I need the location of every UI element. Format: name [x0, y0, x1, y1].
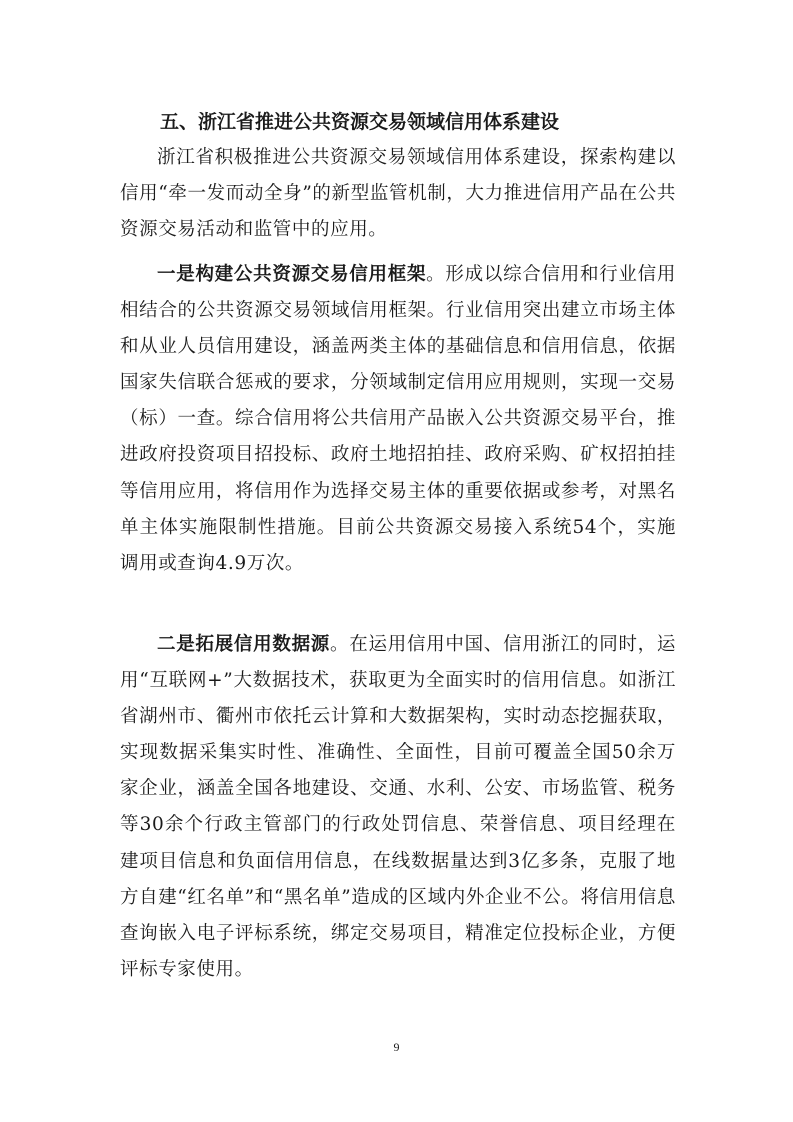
paragraph-data-sources [120, 627, 676, 988]
paragraph-credit-framework-lead: 一是构建公共资源交易信用框架 [157, 264, 427, 285]
paragraph-credit-framework [120, 257, 676, 582]
paragraph-data-sources-text: 。在运用信用中国、信用浙江的同时，运用“互联网+”大数据技术，获取更为全面实时的信用信息。如浙江省湖州市、衢州市依托云计算和大数据架构，实时动态挖掘获取，实现数据采集实时性、准确性、全面性，目前可覆盖全国50余万家企业，涵盖全国各地建设、交通、水利、公安、市场监管、税务等30余个行政主管部门的行政处罚信息、荣誉信息、项目经理在建项目信息和负面信用信息，在线数据量达到3亿多条，克服了地方自建“红名单”和“黑名单”造成的区域内外企业不公。将信用信息查询嵌入电子评标系统，绑定交易项目，精准定位投标企业，方便评标专家使用。 [120, 634, 676, 980]
section-title: 五、浙江省推进公共资源交易领域信用体系建设 [160, 111, 560, 133]
page-number: 9 [393, 1040, 400, 1054]
paragraph-intro [120, 140, 676, 248]
paragraph-credit-framework-text: 。形成以综合信用和行业信用相结合的公共资源交易领域信用框架。行业信用突出建立市场主体和从业人员信用建设，涵盖两类主体的基础信息和信用信息，依据国家失信联合惩戒的要求，分领域制定信用应用规则，实现一交易（标）一查。综合信用将公共信用产品嵌入公共资源交易平台，推进政府投资项目招投标、政府土地招拍挂、政府采购、矿权招拍挂等信用应用，将信用作为选择交易主体的重要依据或参考，对黑名单主体实施限制性措施。目前公共资源交易接入系统54个，实施调用或查询4.9万次。 [120, 264, 676, 574]
paragraph-data-sources-lead: 二是拓展信用数据源 [157, 634, 331, 655]
paragraph-intro-text: 浙江省积极推进公共资源交易领域信用体系建设，探索构建以信用“牵一发而动全身”的新型监管机制，大力推进信用产品在公共资源交易活动和监管中的应用。 [120, 147, 676, 241]
